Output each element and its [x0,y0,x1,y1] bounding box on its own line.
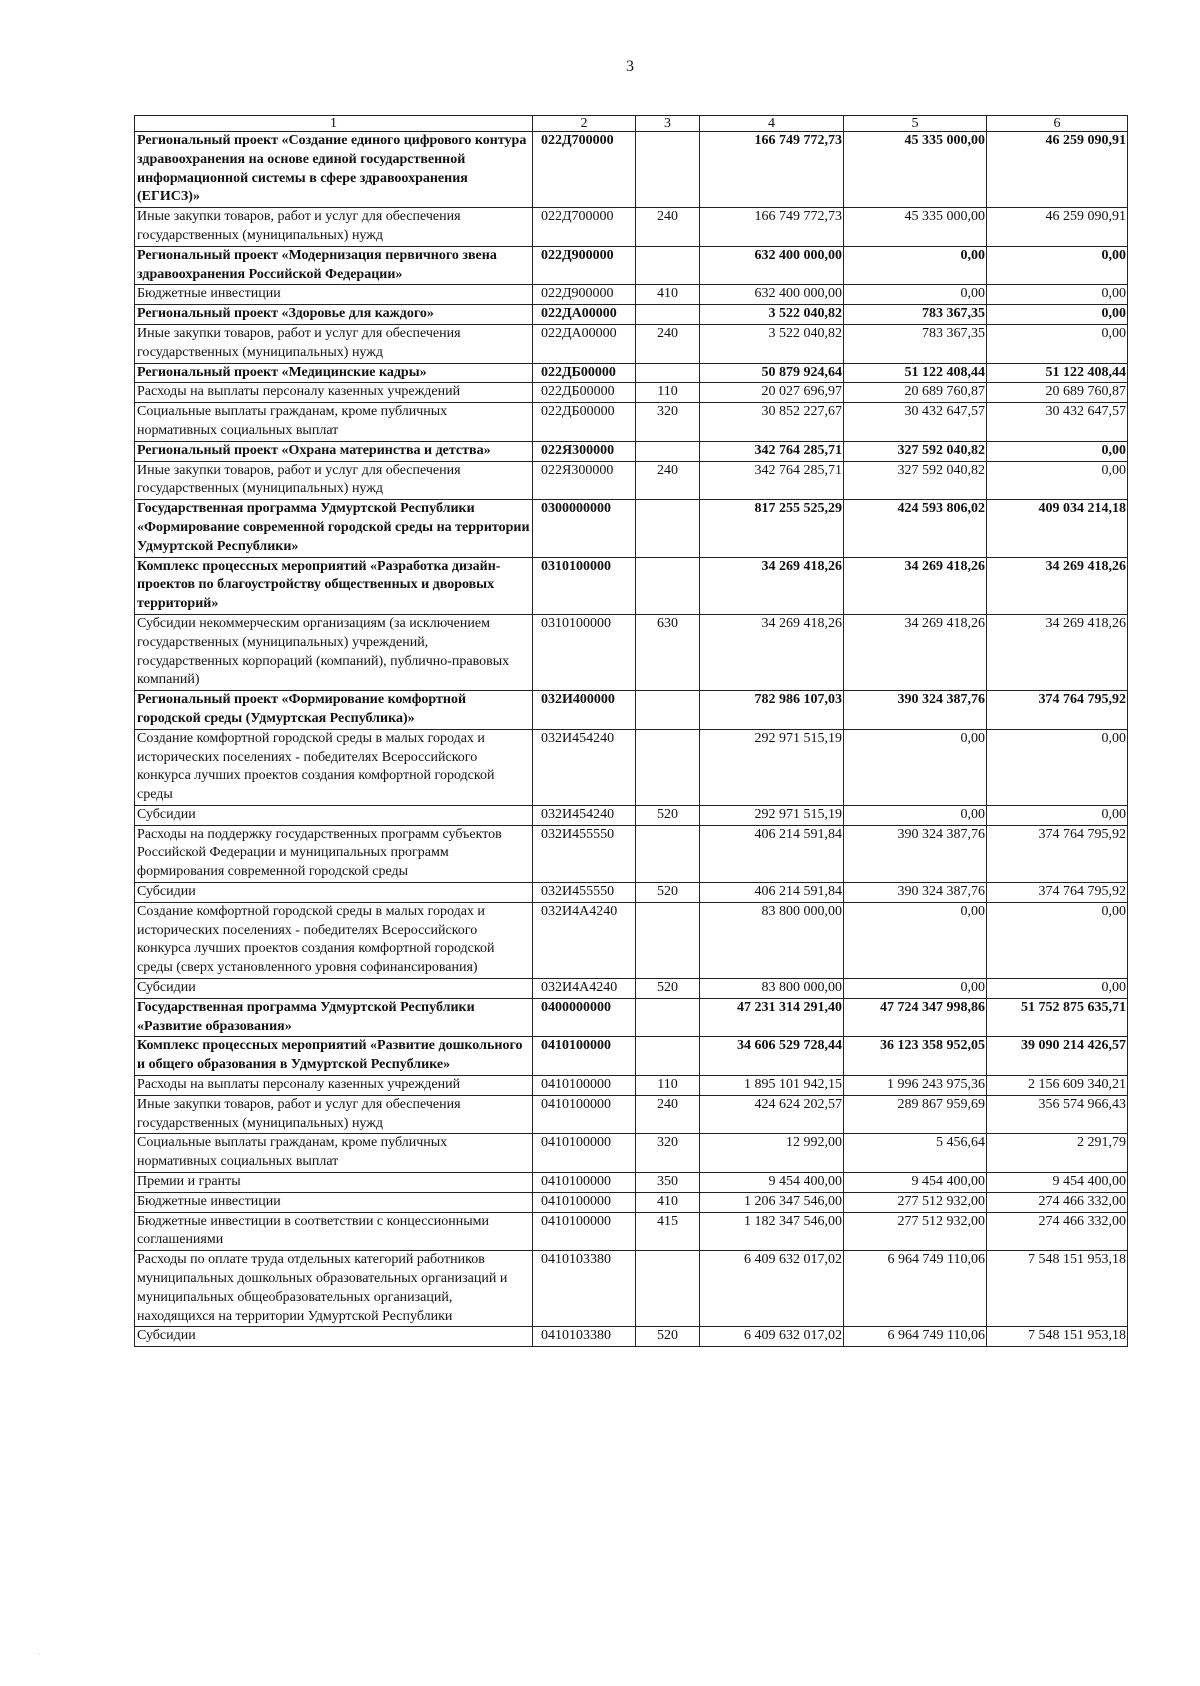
row-amount-year1-cell: 292 971 515,19 [700,805,844,825]
row-name-cell: Субсидии [135,979,533,999]
row-amount-year3-cell: 374 764 795,92 [987,883,1128,903]
page-mark: · [38,1650,42,1661]
row-amount-year3-cell: 30 432 647,57 [987,403,1128,442]
row-name-cell: Региональный проект «Модернизация первичного звена здравоохранения Российской Федерации» [135,246,533,285]
row-code-cell: 0410100000 [533,1173,636,1193]
table-row [135,614,1128,690]
row-amount-year1-cell: 1 895 101 942,15 [700,1076,844,1096]
row-name-cell: Государственная программа Удмуртской Республики «Формирование современной городской среды на территории Удмуртской Республики» [135,500,533,557]
row-amount-year3-cell: 0,00 [987,979,1128,999]
row-type-cell: 520 [636,805,700,825]
row-amount-year3-cell: 0,00 [987,461,1128,500]
row-name-cell: Расходы на выплаты персоналу казенных учреждений [135,383,533,403]
row-amount-year3-cell: 9 454 400,00 [987,1173,1128,1193]
row-amount-year3-cell: 0,00 [987,305,1128,325]
row-amount-year2-cell: 5 456,64 [844,1134,987,1173]
row-amount-year2-cell: 327 592 040,82 [844,461,987,500]
row-amount-year2-cell: 20 689 760,87 [844,383,987,403]
row-name-cell: Субсидии [135,883,533,903]
row-amount-year2-cell: 6 964 749 110,06 [844,1251,987,1327]
table-row [135,825,1128,882]
row-amount-year1-cell: 34 606 529 728,44 [700,1037,844,1076]
column-header: 5 [844,116,987,132]
row-amount-year1-cell: 817 255 525,29 [700,500,844,557]
row-code-cell: 022ДБ00000 [533,383,636,403]
row-amount-year1-cell: 424 624 202,57 [700,1095,844,1134]
table-row [135,441,1128,461]
table-row [135,383,1128,403]
table-row [135,691,1128,730]
table-row [135,208,1128,247]
row-amount-year2-cell: 0,00 [844,285,987,305]
row-name-cell: Расходы на выплаты персоналу казенных учреждений [135,1076,533,1096]
row-type-cell [636,500,700,557]
table-row [135,246,1128,285]
row-name-cell: Субсидии [135,805,533,825]
row-name-cell: Региональный проект «Медицинские кадры» [135,363,533,383]
row-amount-year3-cell: 274 466 332,00 [987,1212,1128,1251]
row-type-cell: 350 [636,1173,700,1193]
row-amount-year2-cell: 783 367,35 [844,324,987,363]
table-row [135,902,1128,978]
row-amount-year2-cell: 6 964 749 110,06 [844,1327,987,1347]
row-name-cell: Бюджетные инвестиции в соответствии с концессионными соглашениями [135,1212,533,1251]
row-amount-year1-cell: 50 879 924,64 [700,363,844,383]
budget-table [134,115,1128,1347]
row-name-cell: Создание комфортной городской среды в малых городах и исторических поселениях - победителях Всероссийского конкурса лучших проектов создания комфортной городской среды [135,729,533,805]
row-amount-year1-cell: 12 992,00 [700,1134,844,1173]
row-name-cell: Бюджетные инвестиции [135,1192,533,1212]
row-type-cell [636,691,700,730]
row-type-cell [636,441,700,461]
row-amount-year3-cell: 20 689 760,87 [987,383,1128,403]
row-name-cell: Расходы на поддержку государственных программ субъектов Российской Федерации и муниципальных программ формирования современной городской среды [135,825,533,882]
row-code-cell: 0410100000 [533,1192,636,1212]
row-code-cell: 0410100000 [533,1076,636,1096]
row-name-cell: Социальные выплаты гражданам, кроме публичных нормативных социальных выплат [135,1134,533,1173]
row-type-cell [636,825,700,882]
table-body [135,116,1128,1347]
row-name-cell: Иные закупки товаров, работ и услуг для обеспечения государственных (муниципальных) нужд [135,461,533,500]
table-row [135,1037,1128,1076]
row-amount-year3-cell: 0,00 [987,729,1128,805]
row-amount-year3-cell: 46 259 090,91 [987,132,1128,208]
row-amount-year1-cell: 9 454 400,00 [700,1173,844,1193]
row-amount-year1-cell: 3 522 040,82 [700,305,844,325]
column-header: 2 [533,116,636,132]
row-type-cell: 630 [636,614,700,690]
row-amount-year2-cell: 0,00 [844,246,987,285]
row-amount-year3-cell: 0,00 [987,902,1128,978]
row-amount-year2-cell: 36 123 358 952,05 [844,1037,987,1076]
row-amount-year2-cell: 0,00 [844,729,987,805]
row-code-cell: 0410103380 [533,1251,636,1327]
row-amount-year1-cell: 6 409 632 017,02 [700,1327,844,1347]
row-amount-year2-cell: 51 122 408,44 [844,363,987,383]
row-amount-year2-cell: 0,00 [844,979,987,999]
row-type-cell [636,998,700,1037]
row-type-cell: 240 [636,1095,700,1134]
row-amount-year3-cell: 409 034 214,18 [987,500,1128,557]
row-amount-year2-cell: 289 867 959,69 [844,1095,987,1134]
table-row [135,805,1128,825]
row-amount-year2-cell: 783 367,35 [844,305,987,325]
row-type-cell: 110 [636,1076,700,1096]
row-code-cell: 0410100000 [533,1095,636,1134]
row-name-cell: Субсидии некоммерческим организациям (за исключением государственных (муниципальных) учреждений, государственных корпораций (компаний), публично-правовых компаний) [135,614,533,690]
row-amount-year1-cell: 632 400 000,00 [700,246,844,285]
row-amount-year1-cell: 782 986 107,03 [700,691,844,730]
row-code-cell: 022Д900000 [533,246,636,285]
row-amount-year3-cell: 46 259 090,91 [987,208,1128,247]
table-row [135,132,1128,208]
row-name-cell: Премии и гранты [135,1173,533,1193]
table-row [135,883,1128,903]
row-code-cell: 0310100000 [533,557,636,614]
row-code-cell: 0410100000 [533,1037,636,1076]
row-name-cell: Создание комфортной городской среды в малых городах и исторических поселениях - победителях Всероссийского конкурса лучших проектов создания комфортной городской среды (сверх установленного уровня софинансирования) [135,902,533,978]
row-code-cell: 022Я300000 [533,461,636,500]
row-amount-year2-cell: 30 432 647,57 [844,403,987,442]
row-amount-year2-cell: 424 593 806,02 [844,500,987,557]
row-name-cell: Иные закупки товаров, работ и услуг для обеспечения государственных (муниципальных) нужд [135,324,533,363]
table-row [135,557,1128,614]
table-row [135,500,1128,557]
table-row [135,1095,1128,1134]
row-amount-year2-cell: 45 335 000,00 [844,208,987,247]
table-row [135,1212,1128,1251]
row-code-cell: 022ДА00000 [533,305,636,325]
row-type-cell: 520 [636,883,700,903]
row-code-cell: 0310100000 [533,614,636,690]
row-type-cell: 320 [636,403,700,442]
row-amount-year3-cell: 356 574 966,43 [987,1095,1128,1134]
column-header: 6 [987,116,1128,132]
row-name-cell: Расходы по оплате труда отдельных категорий работников муниципальных дошкольных образовательных организаций и муниципальных общеобразовательных организаций, находящихся на территории Удмуртской Республики [135,1251,533,1327]
row-code-cell: 032И454240 [533,805,636,825]
row-code-cell: 032И454240 [533,729,636,805]
row-type-cell: 410 [636,285,700,305]
row-amount-year2-cell: 34 269 418,26 [844,557,987,614]
table-header-row [135,116,1128,132]
table-row [135,729,1128,805]
row-amount-year1-cell: 1 206 347 546,00 [700,1192,844,1212]
row-amount-year1-cell: 166 749 772,73 [700,208,844,247]
row-type-cell [636,1251,700,1327]
row-amount-year2-cell: 34 269 418,26 [844,614,987,690]
row-type-cell: 240 [636,208,700,247]
row-amount-year1-cell: 632 400 000,00 [700,285,844,305]
row-type-cell: 415 [636,1212,700,1251]
row-amount-year1-cell: 83 800 000,00 [700,902,844,978]
row-amount-year3-cell: 0,00 [987,285,1128,305]
row-code-cell: 022Д700000 [533,208,636,247]
row-type-cell: 240 [636,324,700,363]
table-row [135,979,1128,999]
row-code-cell: 0410100000 [533,1134,636,1173]
row-name-cell: Иные закупки товаров, работ и услуг для обеспечения государственных (муниципальных) нужд [135,1095,533,1134]
row-amount-year1-cell: 292 971 515,19 [700,729,844,805]
row-amount-year2-cell: 47 724 347 998,86 [844,998,987,1037]
row-amount-year2-cell: 327 592 040,82 [844,441,987,461]
column-header: 3 [636,116,700,132]
row-code-cell: 0400000000 [533,998,636,1037]
row-name-cell: Региональный проект «Формирование комфортной городской среды (Удмуртская Республика)» [135,691,533,730]
table-row [135,403,1128,442]
row-name-cell: Комплекс процессных мероприятий «Разработка дизайн-проектов по благоустройству общественных и дворовых территорий» [135,557,533,614]
row-amount-year2-cell: 390 324 387,76 [844,883,987,903]
table-row [135,1251,1128,1327]
row-type-cell [636,363,700,383]
row-amount-year3-cell: 7 548 151 953,18 [987,1327,1128,1347]
row-name-cell: Региональный проект «Здоровье для каждого» [135,305,533,325]
row-type-cell: 320 [636,1134,700,1173]
page-number: 3 [626,58,634,75]
row-amount-year3-cell: 274 466 332,00 [987,1192,1128,1212]
row-code-cell: 032И400000 [533,691,636,730]
row-type-cell: 110 [636,383,700,403]
row-amount-year3-cell: 34 269 418,26 [987,614,1128,690]
row-amount-year3-cell: 0,00 [987,805,1128,825]
row-type-cell: 520 [636,979,700,999]
row-amount-year3-cell: 0,00 [987,246,1128,285]
row-type-cell: 410 [636,1192,700,1212]
table-row [135,1076,1128,1096]
table-row [135,1327,1128,1347]
row-amount-year3-cell: 39 090 214 426,57 [987,1037,1128,1076]
row-name-cell: Социальные выплаты гражданам, кроме публичных нормативных социальных выплат [135,403,533,442]
row-name-cell: Региональный проект «Охрана материнства и детства» [135,441,533,461]
column-header: 1 [135,116,533,132]
row-amount-year1-cell: 6 409 632 017,02 [700,1251,844,1327]
row-code-cell: 022Д900000 [533,285,636,305]
row-amount-year3-cell: 2 156 609 340,21 [987,1076,1128,1096]
row-type-cell [636,246,700,285]
row-code-cell: 0410103380 [533,1327,636,1347]
row-type-cell: 520 [636,1327,700,1347]
row-amount-year2-cell: 390 324 387,76 [844,825,987,882]
row-amount-year3-cell: 34 269 418,26 [987,557,1128,614]
table-row [135,1173,1128,1193]
row-amount-year2-cell: 1 996 243 975,36 [844,1076,987,1096]
row-amount-year2-cell: 45 335 000,00 [844,132,987,208]
row-code-cell: 032И455550 [533,883,636,903]
row-amount-year1-cell: 3 522 040,82 [700,324,844,363]
row-amount-year3-cell: 374 764 795,92 [987,825,1128,882]
row-amount-year2-cell: 277 512 932,00 [844,1192,987,1212]
row-code-cell: 022ДБ00000 [533,403,636,442]
row-name-cell: Бюджетные инвестиции [135,285,533,305]
table-row [135,1134,1128,1173]
row-amount-year1-cell: 166 749 772,73 [700,132,844,208]
row-amount-year1-cell: 342 764 285,71 [700,441,844,461]
row-amount-year3-cell: 51 122 408,44 [987,363,1128,383]
row-amount-year2-cell: 0,00 [844,805,987,825]
row-amount-year1-cell: 342 764 285,71 [700,461,844,500]
table-row [135,461,1128,500]
table-row [135,998,1128,1037]
row-amount-year1-cell: 406 214 591,84 [700,825,844,882]
row-name-cell: Иные закупки товаров, работ и услуг для обеспечения государственных (муниципальных) нужд [135,208,533,247]
row-code-cell: 032И455550 [533,825,636,882]
row-amount-year2-cell: 0,00 [844,902,987,978]
row-type-cell [636,1037,700,1076]
row-amount-year1-cell: 47 231 314 291,40 [700,998,844,1037]
table-row [135,324,1128,363]
row-amount-year2-cell: 9 454 400,00 [844,1173,987,1193]
table-row [135,305,1128,325]
row-code-cell: 032И4А4240 [533,902,636,978]
row-amount-year1-cell: 34 269 418,26 [700,614,844,690]
row-amount-year1-cell: 83 800 000,00 [700,979,844,999]
row-type-cell [636,557,700,614]
row-type-cell [636,902,700,978]
row-type-cell: 240 [636,461,700,500]
row-amount-year3-cell: 374 764 795,92 [987,691,1128,730]
row-amount-year1-cell: 30 852 227,67 [700,403,844,442]
row-type-cell [636,729,700,805]
row-amount-year1-cell: 20 027 696,97 [700,383,844,403]
row-code-cell: 022Я300000 [533,441,636,461]
table-row [135,1192,1128,1212]
row-type-cell [636,305,700,325]
row-code-cell: 0300000000 [533,500,636,557]
row-code-cell: 032И4А4240 [533,979,636,999]
row-code-cell: 022Д700000 [533,132,636,208]
row-name-cell: Субсидии [135,1327,533,1347]
row-amount-year2-cell: 390 324 387,76 [844,691,987,730]
row-code-cell: 022ДА00000 [533,324,636,363]
row-amount-year1-cell: 406 214 591,84 [700,883,844,903]
table-row [135,285,1128,305]
row-amount-year2-cell: 277 512 932,00 [844,1212,987,1251]
row-amount-year3-cell: 2 291,79 [987,1134,1128,1173]
row-type-cell [636,132,700,208]
column-header: 4 [700,116,844,132]
row-amount-year3-cell: 51 752 875 635,71 [987,998,1128,1037]
row-amount-year3-cell: 7 548 151 953,18 [987,1251,1128,1327]
row-amount-year3-cell: 0,00 [987,324,1128,363]
row-code-cell: 0410100000 [533,1212,636,1251]
row-amount-year3-cell: 0,00 [987,441,1128,461]
row-name-cell: Региональный проект «Создание единого цифрового контура здравоохранения на основе единой государственной информационной системы в сфере здравоохранения (ЕГИСЗ)» [135,132,533,208]
table-row [135,363,1128,383]
row-amount-year1-cell: 34 269 418,26 [700,557,844,614]
row-amount-year1-cell: 1 182 347 546,00 [700,1212,844,1251]
row-code-cell: 022ДБ00000 [533,363,636,383]
row-name-cell: Комплекс процессных мероприятий «Развитие дошкольного и общего образования в Удмуртской Республике» [135,1037,533,1076]
row-name-cell: Государственная программа Удмуртской Республики «Развитие образования» [135,998,533,1037]
